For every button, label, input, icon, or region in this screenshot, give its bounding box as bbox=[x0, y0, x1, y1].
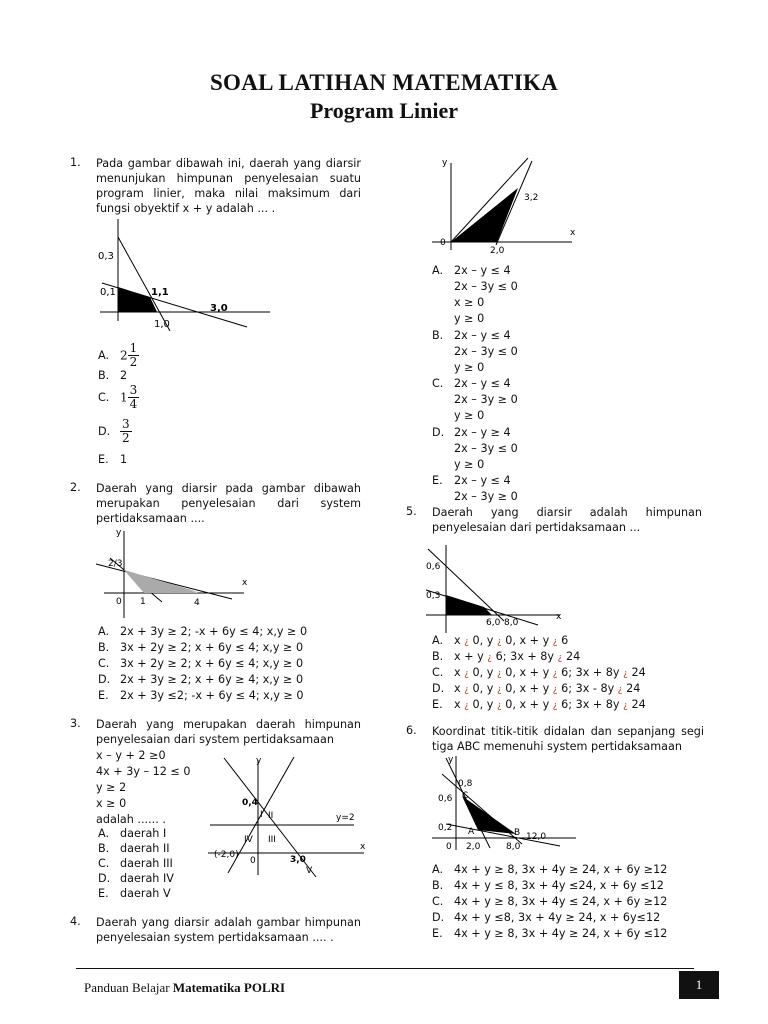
q3-label-3-0: 3,0 bbox=[290, 855, 306, 865]
q1-label-0-1: 0,1 bbox=[100, 287, 116, 298]
option-d[interactable]: D. 2x – y ≥ 4 bbox=[432, 426, 511, 439]
footer-divider bbox=[76, 968, 694, 969]
option-e[interactable]: E. 4x + y ≥ 8, 3x + 4y ≥ 24, x + 6y ≤12 bbox=[432, 927, 668, 940]
question-text: Pada gambar dibawah ini, daerah yang diarsir menunjukan himpunan penyelesaian suatu program linier, maka nilai maksimum dari fungsi obyektif x + y adalah ... . bbox=[96, 157, 361, 215]
q2-label-2-3: 2/3 bbox=[108, 559, 123, 569]
q5-label-0-3: 0,3 bbox=[426, 591, 441, 601]
q4-label-0: 0 bbox=[440, 238, 446, 248]
q3-x-label: x bbox=[360, 842, 366, 852]
q6-label-0-2: 0,2 bbox=[438, 823, 453, 833]
question-number: 6. bbox=[406, 724, 417, 737]
option-b[interactable]: B. 2x – y ≤ 4 bbox=[432, 329, 511, 342]
option-a[interactable]: A. 2x + 3y ≥ 2; -x + 6y ≤ 4; x,y ≥ 0 bbox=[98, 625, 308, 638]
q1-label-3-0: 3,0 bbox=[210, 303, 228, 314]
q5-label-8-0: 8,0 bbox=[504, 618, 519, 628]
q3-label-iii: III bbox=[268, 835, 276, 845]
q6-label-a: A bbox=[468, 827, 475, 837]
q3-label-v: V bbox=[306, 866, 313, 876]
question-text: Daerah yang diarsir adalah gambar himpunan penyelesaian system pertidaksamaan .... . bbox=[96, 916, 361, 944]
q6-label-0-8: 0,8 bbox=[458, 779, 473, 789]
option-e[interactable]: E. x ¿ 0, y ¿ 0, x + y ¿ 6; 3x + 8y ¿ 24 bbox=[432, 698, 646, 711]
q3-label-neg2-0: (-2,0) bbox=[214, 850, 239, 860]
q2-label-0: 0 bbox=[116, 597, 122, 607]
q3-graph bbox=[206, 755, 366, 880]
question-text: Daerah yang diarsir pada gambar dibawah merupakan penyelesaian dari system pertidaksamaan .... bbox=[96, 482, 361, 525]
page-subtitle: Program Linier bbox=[309, 98, 459, 123]
option-c[interactable]: C. 2x – y ≤ 4 bbox=[432, 377, 511, 390]
q3-label-ii: II bbox=[268, 811, 274, 821]
option-c[interactable]: C. 4x + y ≥ 8, 3x + 4y ≤ 24, x + 6y ≥12 bbox=[432, 895, 668, 908]
q5-graph bbox=[420, 545, 570, 637]
q4-graph bbox=[420, 155, 580, 255]
option-e[interactable]: E. 1 bbox=[98, 453, 128, 466]
option-b[interactable]: B. daerah II bbox=[98, 842, 170, 855]
q3-label-0: 0 bbox=[250, 856, 256, 866]
question-number: 1. bbox=[70, 156, 81, 169]
option-c[interactable]: C. 1 $\frac{3}{4}$ bbox=[98, 383, 138, 411]
option-d[interactable]: D. 4x + y ≤8, 3x + 4y ≥ 24, x + 6y≤12 bbox=[432, 911, 661, 924]
q2-y-label: y bbox=[116, 528, 122, 538]
q5-label-6-0: 6,0 bbox=[486, 618, 501, 628]
option-a[interactable]: A. 2x – y ≤ 4 bbox=[432, 264, 511, 277]
q3-label-iv: IV bbox=[244, 835, 253, 845]
option-a[interactable]: A. x ¿ 0, y ¿ 0, x + y ¿ 6 bbox=[432, 634, 569, 647]
option-d[interactable]: D. daerah IV bbox=[98, 872, 174, 885]
q1-graph bbox=[92, 219, 272, 334]
question-text: Koordinat titik-titik didalan dan sepanjang segi tiga ABC memenuhi system pertidaksamaan bbox=[432, 725, 704, 753]
option-d[interactable]: D. $\frac{3}{2}$ bbox=[98, 417, 130, 445]
option-d[interactable]: D. x ¿ 0, y ¿ 0, x + y ¿ 6; 3x - 8y ¿ 24 bbox=[432, 682, 641, 695]
option-a[interactable]: A. 4x + y ≥ 8, 3x + 4y ≥ 24, x + 6y ≥12 bbox=[432, 863, 668, 876]
q5-label-0-6: 0,6 bbox=[426, 562, 441, 572]
q6-y-label: y bbox=[448, 755, 454, 765]
q1-label-1-0: 1,0 bbox=[154, 319, 170, 330]
q1-label-1-1: 1,1 bbox=[151, 287, 169, 298]
page-number: 1 bbox=[679, 971, 719, 999]
q4-label-2-0: 2,0 bbox=[490, 246, 505, 255]
option-e[interactable]: E. 2x + 3y ≤2; -x + 6y ≤ 4; x,y ≥ 0 bbox=[98, 689, 304, 702]
q4-y-label: y bbox=[442, 158, 448, 168]
page-title: SOAL LATIHAN MATEMATIKA bbox=[209, 70, 559, 95]
option-d[interactable]: D. 2x + 3y ≥ 2; x + 6y ≥ 4; x,y ≥ 0 bbox=[98, 673, 304, 686]
option-a[interactable]: A. daerah I bbox=[98, 827, 167, 840]
q3-label-y2: y=2 bbox=[336, 813, 355, 823]
q3-label-0-4: 0,4 bbox=[242, 798, 258, 808]
option-b[interactable]: B. 2 bbox=[98, 369, 128, 382]
question-text: Daerah yang merupakan daerah himpunan penyelesaian dari system pertidaksamaan bbox=[96, 718, 361, 746]
footer-text: Panduan Belajar Matematika POLRI bbox=[84, 980, 286, 995]
question-number: 3. bbox=[70, 717, 81, 730]
inequality-list: x – y + 2 ≥0 4x + 3y – 12 ≤ 0 y ≥ 2 x ≥ 0 adalah ...... . bbox=[96, 749, 191, 826]
question-text: Daerah yang diarsir adalah himpunan penyelesaian dari pertidaksamaan ... bbox=[432, 506, 702, 534]
q5-x-label: x bbox=[556, 612, 562, 622]
option-b[interactable]: B. 4x + y ≤ 8, 3x + 4y ≤24, x + 6y ≤12 bbox=[432, 879, 664, 892]
question-number: 5. bbox=[406, 505, 417, 518]
q2-label-1: 1 bbox=[140, 597, 146, 607]
option-b[interactable]: B. 3x + 2y ≥ 2; x + 6y ≤ 4; x,y ≥ 0 bbox=[98, 641, 304, 654]
q2-graph bbox=[94, 526, 254, 626]
q6-label-c: C bbox=[462, 791, 469, 801]
question-number: 4. bbox=[70, 915, 81, 928]
q6-label-8-0: 8,0 bbox=[506, 842, 521, 852]
q6-label-12-0: 12,0 bbox=[526, 832, 547, 842]
q4-label-3-2: 3,2 bbox=[524, 193, 539, 203]
option-c[interactable]: C. daerah III bbox=[98, 857, 173, 870]
option-c[interactable]: C. x ¿ 0, y ¿ 0, x + y ¿ 6; 3x + 8y ¿ 24 bbox=[432, 666, 646, 679]
q6-label-2-0: 2,0 bbox=[466, 842, 481, 852]
q4-x-label: x bbox=[570, 228, 576, 238]
q1-label-0-3: 0,3 bbox=[98, 251, 114, 262]
q2-label-4: 4 bbox=[194, 598, 200, 608]
q6-graph bbox=[418, 754, 578, 858]
option-a[interactable]: A. 2 $\frac{1}{2}$ bbox=[98, 341, 138, 369]
question-number: 2. bbox=[70, 481, 81, 494]
q6-label-0: 0 bbox=[446, 842, 452, 852]
q6-label-0-6: 0,6 bbox=[438, 794, 453, 804]
option-e[interactable]: E. 2x – y ≤ 4 bbox=[432, 474, 511, 487]
q3-label-i: I bbox=[260, 810, 263, 820]
option-c[interactable]: C. 3x + 2y ≥ 2; x + 6y ≤ 4; x,y ≥ 0 bbox=[98, 657, 304, 670]
q3-y-label: y bbox=[256, 756, 262, 766]
q6-label-b: B bbox=[514, 828, 521, 838]
q2-x-label: x bbox=[242, 578, 248, 588]
option-e[interactable]: E. daerah V bbox=[98, 887, 171, 900]
option-b[interactable]: B. x + y ¿ 6; 3x + 8y ¿ 24 bbox=[432, 650, 581, 663]
